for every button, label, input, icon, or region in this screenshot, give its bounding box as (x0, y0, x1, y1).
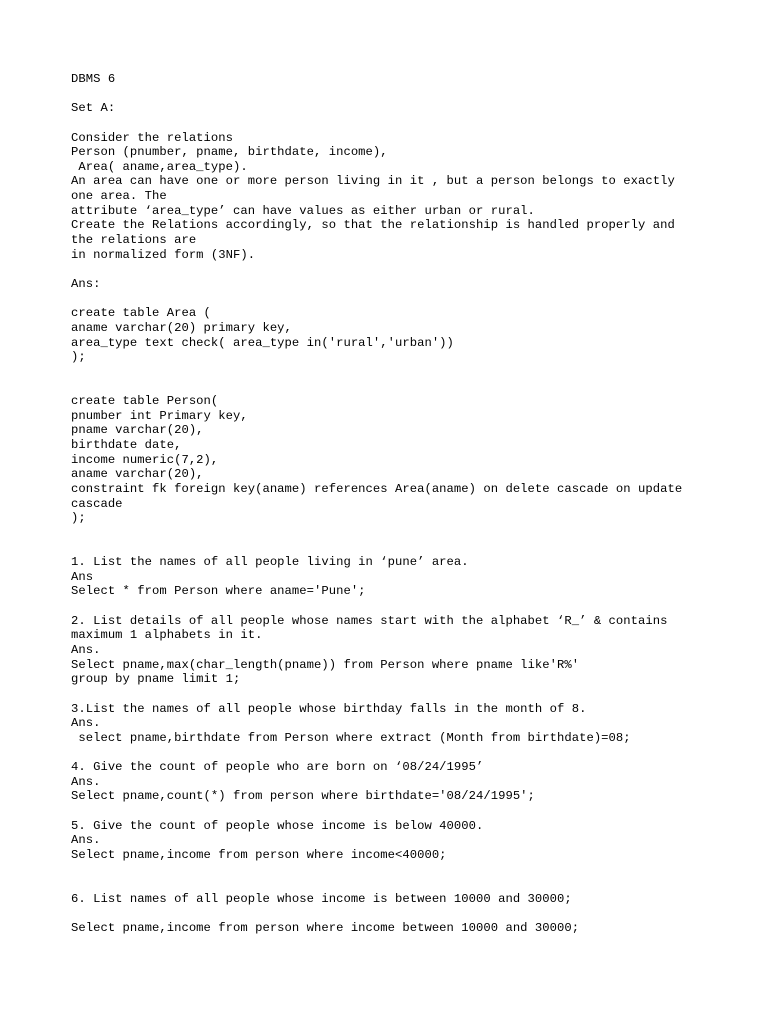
text-line: constraint fk foreign key(aname) references Area(aname) on delete cascade on update (71, 481, 683, 496)
blank-line (71, 804, 711, 819)
blank-line (71, 292, 711, 307)
text-line: ); (71, 511, 86, 526)
text-line: attribute ‘area_type’ can have values as either urban or rural. (71, 203, 535, 218)
text-line: An area can have one or more person living in it , but a person belongs to exactly (71, 174, 675, 189)
text-line: Ans (71, 569, 94, 584)
text-line: Ans. (71, 833, 101, 848)
text-line: 5. Give the count of people whose income is below 40000. (71, 818, 484, 833)
text-line: maximum 1 alphabets in it. (71, 628, 263, 643)
text-line: 6. List names of all people whose income is between 10000 and 30000; (71, 891, 572, 906)
text-line: one area. The (71, 189, 167, 204)
text-line: Select pname,income from person where income<40000; (71, 847, 447, 862)
text-line: Ans. (71, 716, 101, 731)
text-line: Create the Relations accordingly, so that the relationship is handled properly and (71, 218, 675, 233)
text-line: create table Person( (71, 394, 219, 409)
blank-line (71, 687, 711, 702)
text-line: Ans: (71, 276, 101, 291)
text-line: ); (71, 350, 86, 365)
text-line: pname varchar(20), (71, 423, 204, 438)
text-line: Select * from Person where aname='Pune'; (71, 584, 366, 599)
blank-line (71, 877, 711, 892)
text-line: Ans. (71, 774, 101, 789)
text-line: 4. Give the count of people who are born on ‘08/24/1995’ (71, 760, 484, 775)
text-line: 1. List the names of all people living in ‘pune’ area. (71, 555, 469, 570)
blank-line (71, 526, 711, 541)
blank-line (71, 116, 711, 131)
text-line: Select pname,max(char_length(pname)) from Person where pname like'R%' (71, 657, 580, 672)
text-line: 3.List the names of all people whose birthday falls in the month of 8. (71, 701, 587, 716)
text-line: select pname,birthdate from Person where extract (Month from birthdate)=08; (71, 730, 631, 745)
blank-line (71, 599, 711, 614)
text-line: area_type text check( area_type in('rural','urban')) (71, 335, 454, 350)
text-line: Select pname,income from person where income between 10000 and 30000; (71, 921, 580, 936)
blank-line (71, 745, 711, 760)
text-line: aname varchar(20) primary key, (71, 320, 292, 335)
blank-line (71, 863, 711, 878)
text-line: in normalized form (3NF). (71, 247, 256, 262)
text-line: Select pname,count(*) from person where birthdate='08/24/1995'; (71, 789, 535, 804)
blank-line (71, 541, 711, 556)
text-line: pnumber int Primary key, (71, 408, 248, 423)
document-body (71, 72, 711, 936)
text-line: aname varchar(20), (71, 467, 204, 482)
text-line: birthdate date, (71, 438, 182, 453)
blank-line (71, 379, 711, 394)
text-line: Ans. (71, 642, 101, 657)
blank-line (71, 907, 711, 922)
text-line: 2. List details of all people whose names start with the alphabet ‘R_’ & contains (71, 613, 668, 628)
text-line: group by pname limit 1; (71, 672, 241, 687)
blank-line (71, 87, 711, 102)
text-line: income numeric(7,2), (71, 452, 219, 467)
text-line: Consider the relations (71, 130, 234, 145)
text-line: cascade (71, 496, 123, 511)
text-line: create table Area ( (71, 306, 211, 321)
text-line: Area( aname,area_type). (71, 159, 248, 174)
blank-line (71, 262, 711, 277)
text-line: the relations are (71, 233, 197, 248)
text-line: Person (pnumber, pname, birthdate, income), (71, 145, 388, 160)
text-line: DBMS 6 (71, 72, 116, 86)
text-line: Set A: (71, 101, 116, 116)
blank-line (71, 365, 711, 380)
